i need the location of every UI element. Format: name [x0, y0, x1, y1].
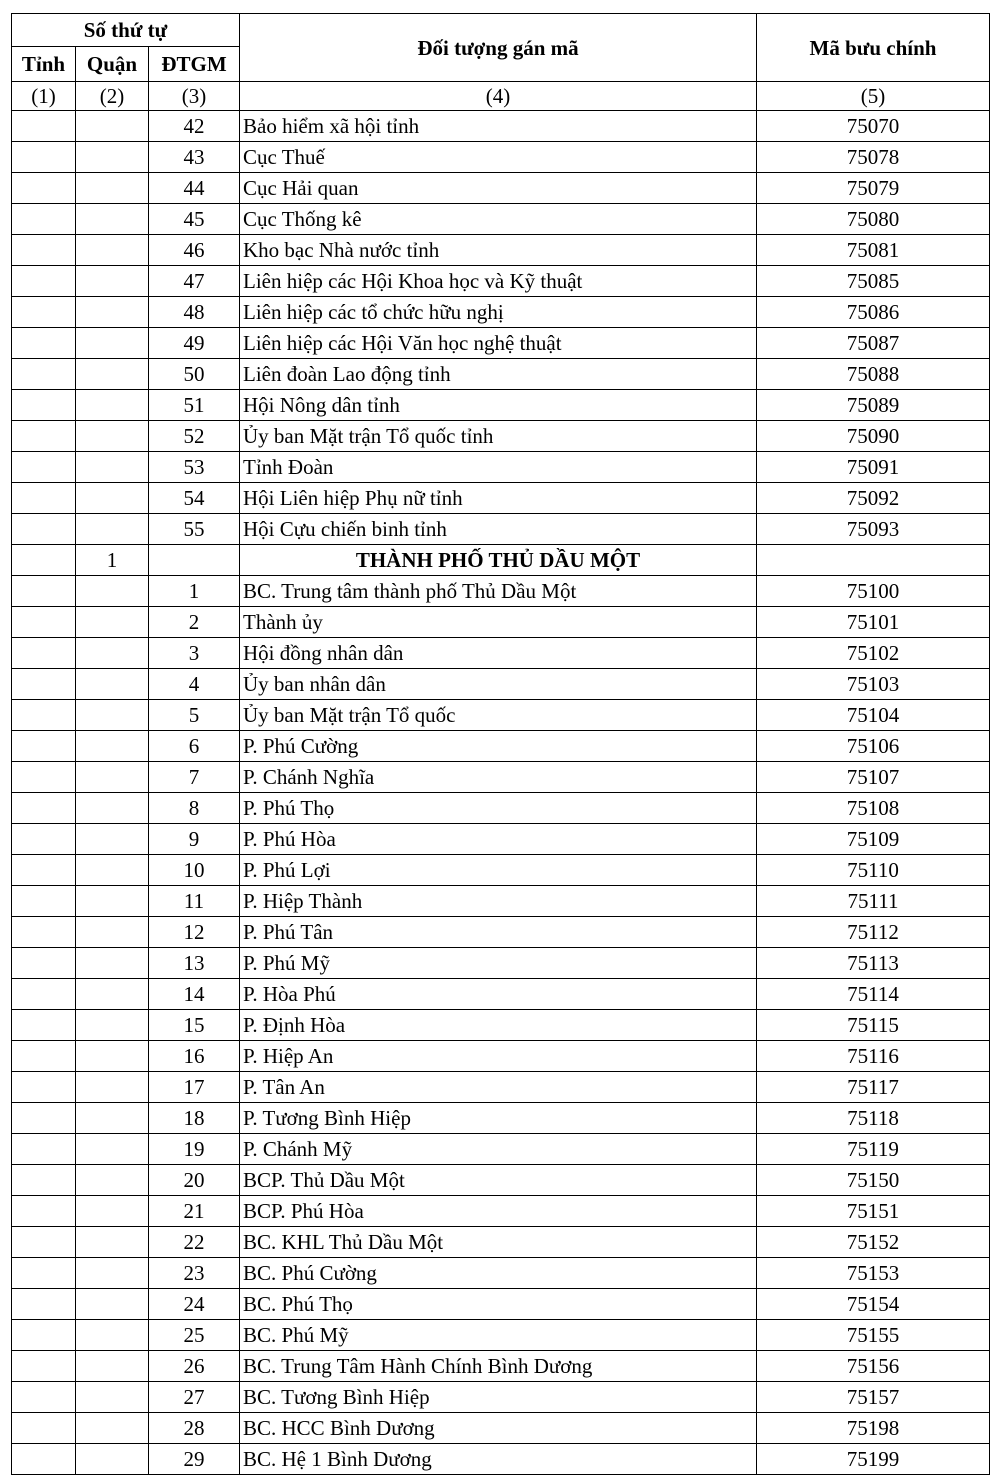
postal-code: 75111	[757, 886, 990, 917]
object-name: Ủy ban Mặt trận Tổ quốc	[240, 700, 757, 731]
postal-code: 75089	[757, 390, 990, 421]
quan-cell	[76, 979, 149, 1010]
table-body-provincial	[12, 111, 990, 545]
postal-code: 75102	[757, 638, 990, 669]
quan-cell	[76, 452, 149, 483]
quan-cell	[76, 235, 149, 266]
table-row	[12, 142, 990, 173]
tinh-cell	[12, 1134, 76, 1165]
table-row	[12, 1072, 990, 1103]
tinh-cell	[12, 204, 76, 235]
quan-cell	[76, 111, 149, 142]
table-row	[12, 638, 990, 669]
postal-code: 75153	[757, 1258, 990, 1289]
tinh-cell	[12, 762, 76, 793]
object-name: BC. Tương Bình Hiệp	[240, 1382, 757, 1413]
quan-cell	[76, 359, 149, 390]
tinh-cell	[12, 1072, 76, 1103]
object-name: Cục Thống kê	[240, 204, 757, 235]
dtgm-number: 28	[149, 1413, 240, 1444]
tinh-cell	[12, 1444, 76, 1475]
table-row	[12, 359, 990, 390]
table-row	[12, 1320, 990, 1351]
dtgm-number: 50	[149, 359, 240, 390]
section-quan-number: 1	[76, 545, 149, 576]
dtgm-number: 21	[149, 1196, 240, 1227]
object-name: Cục Thuế	[240, 142, 757, 173]
tinh-cell	[12, 514, 76, 545]
table-row	[12, 1289, 990, 1320]
header-row-top	[12, 14, 990, 47]
dtgm-number: 43	[149, 142, 240, 173]
postal-code: 75101	[757, 607, 990, 638]
table-row	[12, 1413, 990, 1444]
tinh-cell	[12, 1227, 76, 1258]
object-name: Tỉnh Đoàn	[240, 452, 757, 483]
tinh-cell	[12, 1413, 76, 1444]
header-row-numbers	[12, 82, 990, 111]
quan-cell	[76, 731, 149, 762]
dtgm-number: 7	[149, 762, 240, 793]
dtgm-number: 6	[149, 731, 240, 762]
object-name: BC. Phú Mỹ	[240, 1320, 757, 1351]
postal-code: 75104	[757, 700, 990, 731]
quan-cell	[76, 917, 149, 948]
postal-code: 75154	[757, 1289, 990, 1320]
object-name: P. Chánh Nghĩa	[240, 762, 757, 793]
object-name: Kho bạc Nhà nước tỉnh	[240, 235, 757, 266]
dtgm-number: 55	[149, 514, 240, 545]
object-name: Hội Cựu chiến binh tỉnh	[240, 514, 757, 545]
postal-code: 75108	[757, 793, 990, 824]
postal-code: 75107	[757, 762, 990, 793]
object-name: P. Hòa Phú	[240, 979, 757, 1010]
object-name: Liên hiệp các tổ chức hữu nghị	[240, 297, 757, 328]
tinh-cell	[12, 638, 76, 669]
object-name: Hội đồng nhân dân	[240, 638, 757, 669]
table-row	[12, 855, 990, 886]
postal-code: 75114	[757, 979, 990, 1010]
header-num-1: (1)	[12, 82, 76, 111]
dtgm-number: 27	[149, 1382, 240, 1413]
tinh-cell	[12, 669, 76, 700]
dtgm-number: 17	[149, 1072, 240, 1103]
quan-cell	[76, 1103, 149, 1134]
header-num-3: (3)	[149, 82, 240, 111]
dtgm-number: 53	[149, 452, 240, 483]
section-title: THÀNH PHỐ THỦ DẦU MỘT	[240, 545, 757, 576]
postal-code: 75199	[757, 1444, 990, 1475]
table-row	[12, 1134, 990, 1165]
postal-code-table	[11, 13, 990, 1475]
postal-code: 75081	[757, 235, 990, 266]
table-row	[12, 1103, 990, 1134]
table-row	[12, 979, 990, 1010]
quan-cell	[76, 1289, 149, 1320]
dtgm-number: 10	[149, 855, 240, 886]
tinh-cell	[12, 948, 76, 979]
postal-code: 75106	[757, 731, 990, 762]
table-row	[12, 762, 990, 793]
postal-code: 75087	[757, 328, 990, 359]
quan-cell	[76, 607, 149, 638]
tinh-cell	[12, 1103, 76, 1134]
postal-code: 75109	[757, 824, 990, 855]
tinh-cell	[12, 824, 76, 855]
object-name: Liên đoàn Lao động tỉnh	[240, 359, 757, 390]
table-row	[12, 173, 990, 204]
postal-code: 75092	[757, 483, 990, 514]
dtgm-number: 49	[149, 328, 240, 359]
dtgm-number: 22	[149, 1227, 240, 1258]
object-name: P. Phú Mỹ	[240, 948, 757, 979]
tinh-cell	[12, 917, 76, 948]
dtgm-number: 14	[149, 979, 240, 1010]
postal-code: 75117	[757, 1072, 990, 1103]
tinh-cell	[12, 452, 76, 483]
postal-code: 75091	[757, 452, 990, 483]
tinh-cell	[12, 1382, 76, 1413]
table-row	[12, 514, 990, 545]
dtgm-number: 9	[149, 824, 240, 855]
dtgm-number: 42	[149, 111, 240, 142]
quan-cell	[76, 1351, 149, 1382]
quan-cell	[76, 1134, 149, 1165]
tinh-cell	[12, 1010, 76, 1041]
quan-cell	[76, 700, 149, 731]
object-name: Cục Hải quan	[240, 173, 757, 204]
section-dtgm-cell	[149, 545, 240, 576]
quan-cell	[76, 1258, 149, 1289]
tinh-cell	[12, 1320, 76, 1351]
quan-cell	[76, 173, 149, 204]
tinh-cell	[12, 483, 76, 514]
table-row	[12, 948, 990, 979]
table-row	[12, 731, 990, 762]
postal-code: 75156	[757, 1351, 990, 1382]
quan-cell	[76, 669, 149, 700]
postal-code: 75090	[757, 421, 990, 452]
table-row	[12, 793, 990, 824]
quan-cell	[76, 514, 149, 545]
table-row	[12, 886, 990, 917]
tinh-cell	[12, 1041, 76, 1072]
postal-code: 75157	[757, 1382, 990, 1413]
postal-code: 75115	[757, 1010, 990, 1041]
object-name: P. Phú Tân	[240, 917, 757, 948]
quan-cell	[76, 1382, 149, 1413]
quan-cell	[76, 1413, 149, 1444]
quan-cell	[76, 328, 149, 359]
tinh-cell	[12, 979, 76, 1010]
quan-cell	[76, 824, 149, 855]
tinh-cell	[12, 1258, 76, 1289]
tinh-cell	[12, 1289, 76, 1320]
table-row	[12, 700, 990, 731]
tinh-cell	[12, 731, 76, 762]
header-quan: Quận	[76, 47, 149, 82]
table-row	[12, 1041, 990, 1072]
postal-code: 75155	[757, 1320, 990, 1351]
header-tinh: Tỉnh	[12, 47, 76, 82]
quan-cell	[76, 576, 149, 607]
table-row	[12, 483, 990, 514]
dtgm-number: 5	[149, 700, 240, 731]
dtgm-number: 24	[149, 1289, 240, 1320]
section-tinh-cell	[12, 545, 76, 576]
quan-cell	[76, 638, 149, 669]
object-name: BCP. Thủ Dầu Một	[240, 1165, 757, 1196]
dtgm-number: 2	[149, 607, 240, 638]
tinh-cell	[12, 235, 76, 266]
postal-code: 75112	[757, 917, 990, 948]
postal-code: 75119	[757, 1134, 990, 1165]
postal-code: 75113	[757, 948, 990, 979]
dtgm-number: 16	[149, 1041, 240, 1072]
tinh-cell	[12, 328, 76, 359]
quan-cell	[76, 204, 149, 235]
dtgm-number: 45	[149, 204, 240, 235]
table-row	[12, 390, 990, 421]
dtgm-number: 8	[149, 793, 240, 824]
quan-cell	[76, 421, 149, 452]
dtgm-number: 26	[149, 1351, 240, 1382]
quan-cell	[76, 1444, 149, 1475]
table-row	[12, 421, 990, 452]
table-row	[12, 824, 990, 855]
object-name: P. Hiệp An	[240, 1041, 757, 1072]
object-name: P. Chánh Mỹ	[240, 1134, 757, 1165]
table-row	[12, 607, 990, 638]
object-name: BC. Phú Cường	[240, 1258, 757, 1289]
header-num-4: (4)	[240, 82, 757, 111]
table-row	[12, 1165, 990, 1196]
tinh-cell	[12, 359, 76, 390]
header-num-2: (2)	[76, 82, 149, 111]
quan-cell	[76, 855, 149, 886]
postal-code: 75150	[757, 1165, 990, 1196]
object-name: Hội Nông dân tỉnh	[240, 390, 757, 421]
dtgm-number: 52	[149, 421, 240, 452]
object-name: BC. Phú Thọ	[240, 1289, 757, 1320]
object-name: BC. HCC Bình Dương	[240, 1413, 757, 1444]
object-name: Liên hiệp các Hội Khoa học và Kỹ thuật	[240, 266, 757, 297]
object-name: P. Định Hòa	[240, 1010, 757, 1041]
tinh-cell	[12, 607, 76, 638]
quan-cell	[76, 297, 149, 328]
object-name: BC. Trung Tâm Hành Chính Bình Dương	[240, 1351, 757, 1382]
header-dtgm: ĐTGM	[149, 47, 240, 82]
postal-code: 75093	[757, 514, 990, 545]
table-row	[12, 1196, 990, 1227]
table-row	[12, 1444, 990, 1475]
quan-cell	[76, 793, 149, 824]
quan-cell	[76, 762, 149, 793]
header-object: Đối tượng gán mã	[240, 14, 757, 82]
tinh-cell	[12, 855, 76, 886]
dtgm-number: 47	[149, 266, 240, 297]
dtgm-number: 13	[149, 948, 240, 979]
object-name: P. Phú Cường	[240, 731, 757, 762]
tinh-cell	[12, 1351, 76, 1382]
table-row	[12, 1382, 990, 1413]
tinh-cell	[12, 111, 76, 142]
tinh-cell	[12, 390, 76, 421]
table-row	[12, 452, 990, 483]
dtgm-number: 1	[149, 576, 240, 607]
tinh-cell	[12, 266, 76, 297]
quan-cell	[76, 1320, 149, 1351]
dtgm-number: 29	[149, 1444, 240, 1475]
postal-code: 75085	[757, 266, 990, 297]
postal-code: 75088	[757, 359, 990, 390]
object-name: BC. Hệ 1 Bình Dương	[240, 1444, 757, 1475]
tinh-cell	[12, 886, 76, 917]
table-row	[12, 204, 990, 235]
table-row	[12, 328, 990, 359]
postal-code: 75118	[757, 1103, 990, 1134]
postal-code: 75151	[757, 1196, 990, 1227]
postal-code: 75116	[757, 1041, 990, 1072]
tinh-cell	[12, 1165, 76, 1196]
header-num-5: (5)	[757, 82, 990, 111]
object-name: P. Phú Thọ	[240, 793, 757, 824]
quan-cell	[76, 886, 149, 917]
dtgm-number: 15	[149, 1010, 240, 1041]
header-so-thu-tu: Số thứ tự	[12, 14, 240, 47]
postal-code: 75100	[757, 576, 990, 607]
dtgm-number: 51	[149, 390, 240, 421]
postal-code: 75079	[757, 173, 990, 204]
quan-cell	[76, 142, 149, 173]
object-name: Thành ủy	[240, 607, 757, 638]
quan-cell	[76, 1165, 149, 1196]
tinh-cell	[12, 421, 76, 452]
object-name: P. Hiệp Thành	[240, 886, 757, 917]
tinh-cell	[12, 700, 76, 731]
postal-code: 75110	[757, 855, 990, 886]
quan-cell	[76, 1072, 149, 1103]
quan-cell	[76, 948, 149, 979]
object-name: BC. Trung tâm thành phố Thủ Dầu Một	[240, 576, 757, 607]
table-row	[12, 576, 990, 607]
dtgm-number: 3	[149, 638, 240, 669]
dtgm-number: 11	[149, 886, 240, 917]
dtgm-number: 54	[149, 483, 240, 514]
object-name: Liên hiệp các Hội Văn học nghệ thuật	[240, 328, 757, 359]
quan-cell	[76, 483, 149, 514]
dtgm-number: 25	[149, 1320, 240, 1351]
quan-cell	[76, 1196, 149, 1227]
object-name: P. Phú Lợi	[240, 855, 757, 886]
table-row	[12, 1010, 990, 1041]
object-name: Bảo hiểm xã hội tỉnh	[240, 111, 757, 142]
quan-cell	[76, 1041, 149, 1072]
postal-code: 75152	[757, 1227, 990, 1258]
dtgm-number: 46	[149, 235, 240, 266]
object-name: BCP. Phú Hòa	[240, 1196, 757, 1227]
object-name: P. Phú Hòa	[240, 824, 757, 855]
postal-code: 75086	[757, 297, 990, 328]
dtgm-number: 23	[149, 1258, 240, 1289]
tinh-cell	[12, 142, 76, 173]
quan-cell	[76, 1227, 149, 1258]
postal-code: 75198	[757, 1413, 990, 1444]
table-row	[12, 266, 990, 297]
tinh-cell	[12, 1196, 76, 1227]
table-row	[12, 917, 990, 948]
table-body-section	[12, 545, 990, 576]
object-name: P. Tương Bình Hiệp	[240, 1103, 757, 1134]
postal-code: 75078	[757, 142, 990, 173]
table-body-district	[12, 576, 990, 1475]
object-name: Ủy ban nhân dân	[240, 669, 757, 700]
section-row	[12, 545, 990, 576]
postal-code: 75103	[757, 669, 990, 700]
dtgm-number: 18	[149, 1103, 240, 1134]
table-row	[12, 1351, 990, 1382]
dtgm-number: 48	[149, 297, 240, 328]
header-postal-code: Mã bưu chính	[757, 14, 990, 82]
tinh-cell	[12, 576, 76, 607]
quan-cell	[76, 390, 149, 421]
object-name: P. Tân An	[240, 1072, 757, 1103]
dtgm-number: 19	[149, 1134, 240, 1165]
dtgm-number: 44	[149, 173, 240, 204]
quan-cell	[76, 266, 149, 297]
table-row	[12, 297, 990, 328]
object-name: Hội Liên hiệp Phụ nữ tỉnh	[240, 483, 757, 514]
table-row	[12, 1227, 990, 1258]
dtgm-number: 4	[149, 669, 240, 700]
postal-code: 75070	[757, 111, 990, 142]
postal-code: 75080	[757, 204, 990, 235]
tinh-cell	[12, 297, 76, 328]
table-row	[12, 235, 990, 266]
dtgm-number: 12	[149, 917, 240, 948]
object-name: Ủy ban Mặt trận Tổ quốc tỉnh	[240, 421, 757, 452]
table-row	[12, 1258, 990, 1289]
dtgm-number: 20	[149, 1165, 240, 1196]
object-name: BC. KHL Thủ Dầu Một	[240, 1227, 757, 1258]
quan-cell	[76, 1010, 149, 1041]
table-row	[12, 669, 990, 700]
table-row	[12, 111, 990, 142]
tinh-cell	[12, 793, 76, 824]
tinh-cell	[12, 173, 76, 204]
section-code-cell	[757, 545, 990, 576]
